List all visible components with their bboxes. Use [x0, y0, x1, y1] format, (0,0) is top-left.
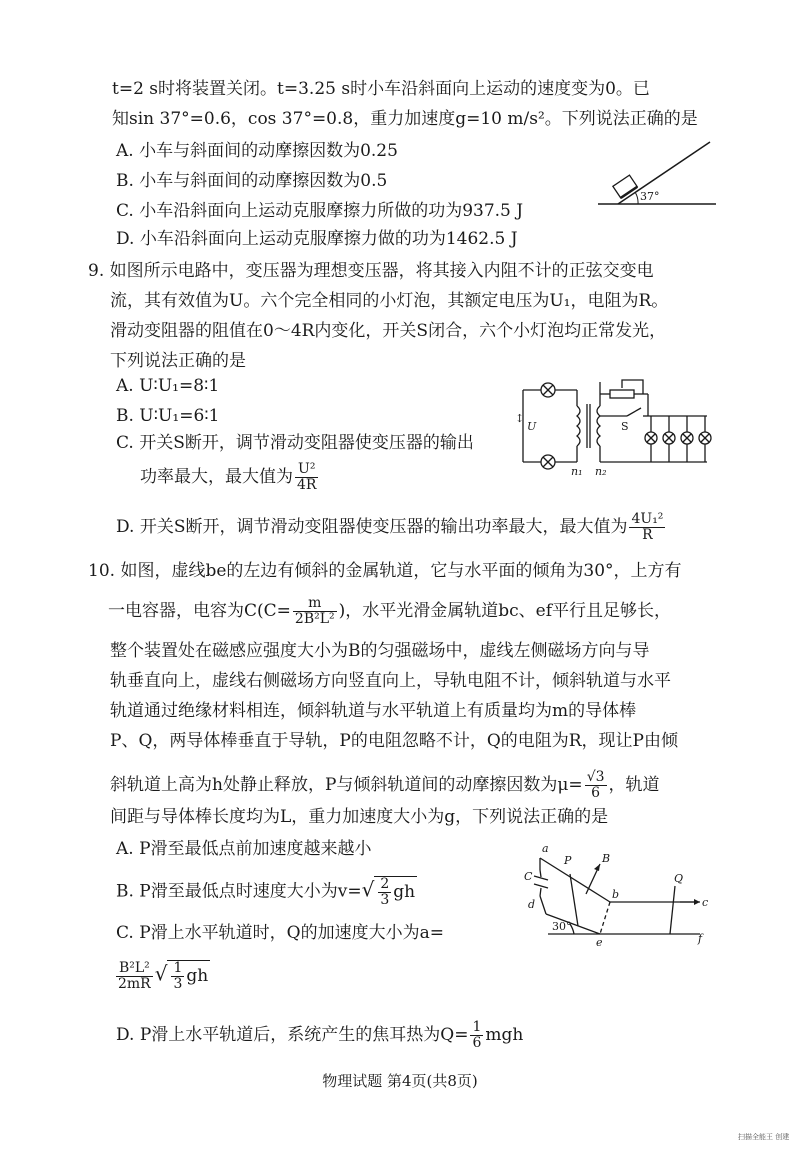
fraction-numerator: √3	[586, 769, 605, 785]
fraction-numerator: U²	[295, 462, 318, 478]
secondary-coil	[597, 406, 600, 446]
capacitance-fraction	[293, 596, 337, 627]
fraction-denominator: 3	[173, 976, 183, 992]
incline-diagram	[598, 138, 718, 210]
angle-37-label: 37°	[640, 190, 660, 203]
n2-label: n₂	[595, 465, 607, 478]
q9-option-c-line-1: C. 开关S断开，调节滑动变阻器使变压器的输出	[116, 433, 474, 453]
q8-option-b: B. 小车与斜面间的动摩擦因数为0.5	[116, 171, 388, 191]
label-b: b	[612, 888, 620, 901]
q9-line-1: 9. 如图所示电路中，变压器为理想变压器，将其接入内阻不计的正弦交变电	[88, 261, 654, 281]
rod-q	[670, 886, 675, 934]
q9-option-b: B. U∶U₁=6∶1	[116, 406, 220, 426]
fraction-numerator: 2	[380, 876, 390, 892]
q9-option-c-line-2	[140, 462, 320, 493]
q10-line-7-end: ，轨道	[608, 775, 660, 795]
q10-option-c-line-2	[114, 960, 210, 992]
q9-option-d-text: D. 开关S断开，调节滑动变阻器使变压器的输出功率最大，最大值为	[116, 517, 628, 537]
fraction-denominator: 4R	[297, 477, 317, 493]
label-e: e	[596, 936, 603, 949]
sqrt-fraction	[171, 961, 184, 992]
primary-coil	[577, 406, 580, 446]
fraction-numerator: 4U₁²	[631, 511, 664, 527]
q10-line-6: P、Q，两导体棒垂直于导轨，P的电阻忽略不计，Q的电阻为R，现让P由倾	[110, 731, 678, 751]
q9-option-d	[116, 512, 667, 543]
q9-line-3: 滑动变阻器的阻值在0～4R内变化，开关S闭合，六个小灯泡均正常发光，	[110, 321, 667, 341]
label-30-degree: 30°	[552, 920, 572, 933]
q9-option-c-fraction	[295, 462, 318, 493]
q10-line-2-end: )，水平光滑金属轨道bc、ef平行且足够长，	[338, 601, 672, 621]
incline-slope	[618, 142, 710, 204]
arrowhead-b	[594, 864, 600, 871]
q10-line-3: 整个装置处在磁感应强度大小为B的匀强磁场中，虚线左侧磁场方向与导	[110, 641, 650, 661]
q10-option-a: A. P滑至最低点前加速度越来越小	[116, 839, 372, 859]
n1-label: n₁	[571, 465, 583, 478]
fraction-denominator: 3	[380, 892, 390, 908]
label-a: a	[542, 842, 549, 855]
q10-line-2	[108, 596, 671, 627]
transformer-circuit-diagram	[515, 378, 715, 478]
label-f: f	[698, 932, 703, 945]
fraction-denominator: 2B²L²	[294, 611, 335, 627]
angle-arc	[635, 192, 638, 204]
rail-magnetic-field-diagram	[524, 838, 710, 949]
label-b-field: B	[602, 852, 611, 865]
rheostat	[610, 390, 634, 398]
q10-option-d	[116, 1020, 523, 1051]
q9-line-2: 流，其有效值为U。六个完全相同的小灯泡，其额定电压为U₁，电阻为R。	[110, 291, 669, 311]
fraction-denominator: 2mR	[118, 975, 151, 992]
fraction-numerator: B²L²	[116, 961, 153, 977]
q8-option-d: D. 小车沿斜面向上运动克服摩擦力做的功为1462.5 J	[116, 229, 518, 249]
q10-option-d-fraction	[470, 1020, 483, 1051]
voltage-u-label: U	[527, 420, 537, 433]
sqrt-tail: gh	[393, 882, 416, 902]
q10-line-7	[110, 770, 660, 801]
label-capacitor-c: C	[524, 870, 533, 883]
boundary-line-be	[600, 902, 610, 934]
label-c: c	[702, 896, 709, 909]
q9-option-a: A. U∶U₁=8∶1	[116, 376, 220, 396]
fraction-denominator: R	[642, 527, 653, 543]
friction-coefficient-fraction	[585, 770, 607, 801]
q10-option-b	[116, 876, 417, 908]
fraction-numerator: 1	[472, 1019, 482, 1035]
q9-line-4: 下列说法正确的是	[110, 351, 246, 371]
fraction-denominator: 6	[472, 1035, 482, 1051]
sqrt-fraction	[378, 877, 391, 908]
label-q: Q	[674, 872, 684, 885]
page-footer: 物理试题 第4页(共8页)	[322, 1072, 478, 1090]
fraction-numerator: m	[293, 596, 337, 612]
switch-s	[627, 408, 641, 416]
q10-line-2-start: 一电容器，电容为C(C=	[108, 601, 291, 621]
q10-line-8: 间距与导体棒长度均为L，重力加速度大小为g，下列说法正确的是	[110, 807, 609, 827]
q9-option-c-text: 功率最大，最大值为	[140, 467, 293, 487]
fraction-denominator: 6	[591, 785, 601, 801]
q10-option-d-text: D. P滑上水平轨道后，系统产生的焦耳热为Q=	[116, 1025, 469, 1045]
label-d: d	[528, 898, 536, 911]
switch-label: S	[621, 420, 629, 433]
sqrt-expression: √ $\frac{2}{3}$ gh	[361, 876, 416, 908]
sqrt-expression: √ $\frac{1}{3}$ gh	[154, 960, 209, 992]
capacitor-plate-2	[534, 884, 548, 888]
q10-option-d-tail: mgh	[485, 1025, 524, 1045]
q9-option-d-fraction	[629, 512, 665, 543]
q10-option-c-fraction	[116, 961, 153, 992]
scanner-watermark: 扫描全能王 创建	[738, 1133, 790, 1141]
q8-line-2: 知sin 37°=0.6，cos 37°=0.8，重力加速度g=10 m/s²。下列说法正确的是	[112, 109, 698, 129]
q10-line-4: 轨垂直向上，虚线右侧磁场方向竖直向上，导轨电阻不计，倾斜轨道与水平	[110, 671, 671, 691]
sqrt-tail: gh	[186, 966, 209, 986]
q10-line-5: 轨道通过绝缘材料相连，倾斜轨道与水平轨道上有质量均为m的导体棒	[110, 701, 637, 721]
q8-line-1: t=2 s时将装置关闭。t=3.25 s时小车沿斜面向上运动的速度变为0。已	[112, 79, 650, 99]
q8-option-c: C. 小车沿斜面向上运动克服摩擦力所做的功为937.5 J	[116, 201, 524, 221]
fraction-numerator: 1	[173, 960, 183, 976]
q10-line-1: 10. 如图，虚线be的左边有倾斜的金属轨道，它与水平面的倾角为30°，上方有	[88, 561, 682, 581]
q10-line-7-start: 斜轨道上高为h处静止释放，P与倾斜轨道间的动摩擦因数为μ=	[110, 775, 583, 795]
label-p: P	[564, 854, 572, 867]
rheostat-slider	[622, 380, 643, 394]
cart-block	[613, 175, 637, 198]
voltage-arrow: ↕	[515, 412, 525, 425]
q8-option-a: A. 小车与斜面间的动摩擦因数为0.25	[116, 141, 398, 161]
q10-option-c-line-1: C. P滑上水平轨道时，Q的加速度大小为a=	[116, 923, 444, 943]
q10-option-b-text: B. P滑至最低点时速度大小为v=	[116, 881, 362, 902]
